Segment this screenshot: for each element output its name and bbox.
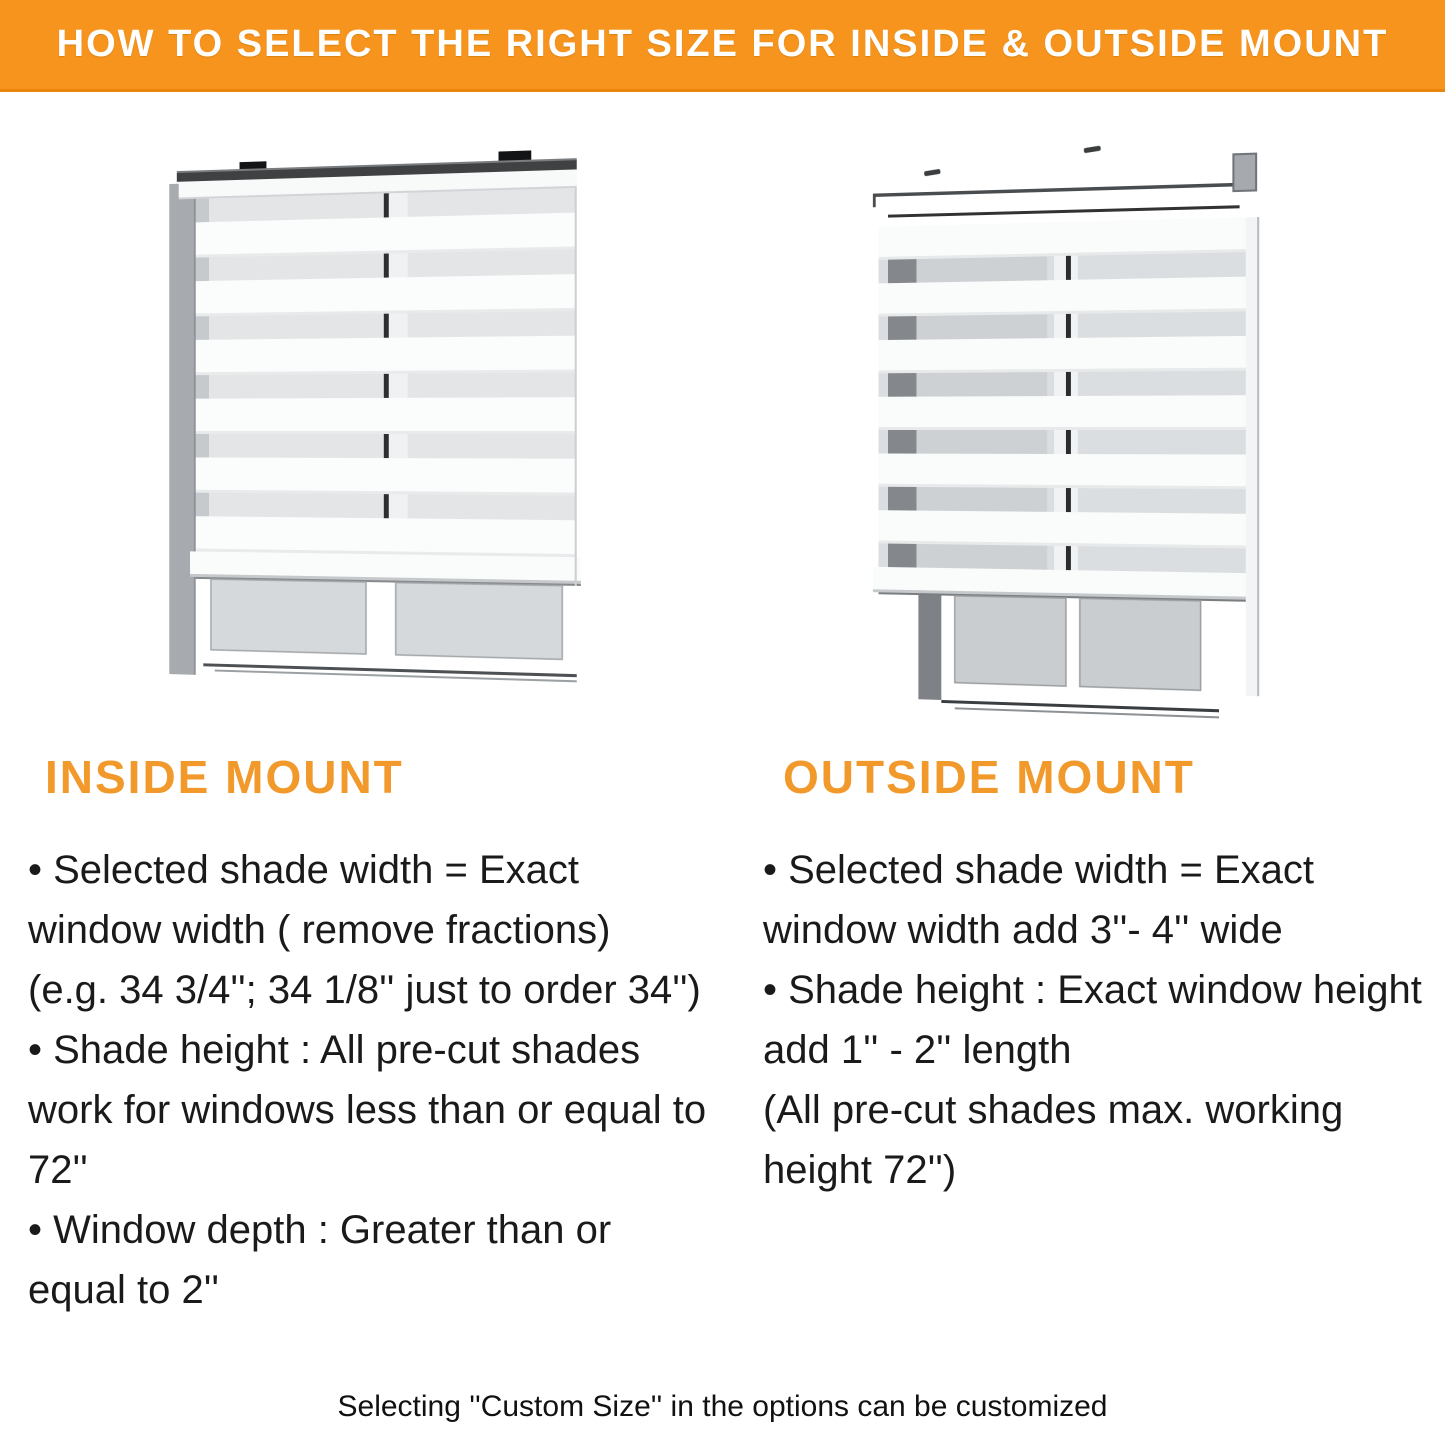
outside-line: add 1'' - 2'' length	[763, 1028, 1072, 1072]
inside-line: 72''	[28, 1148, 88, 1192]
header-banner	[0, 0, 1445, 92]
inside-line: • Window depth : Greater than or	[28, 1208, 612, 1252]
inside-mount-illustration	[150, 148, 580, 713]
banner-title: HOW TO SELECT THE RIGHT SIZE FOR INSIDE & OUTSIDE MOUNT	[56, 23, 1389, 65]
inside-line: (e.g. 34 3/4''; 34 1/8'' just to order 34'')	[28, 968, 701, 1012]
inside-line: • Shade height : All pre-cut shades	[28, 1028, 641, 1072]
inside-line: equal to 2''	[28, 1268, 219, 1312]
outside-line: • Selected shade width = Exact	[763, 848, 1314, 892]
outside-mount-text	[763, 840, 1433, 1200]
inside-line: window width ( remove fractions)	[28, 908, 611, 952]
outside-line: (All pre-cut shades max. working	[763, 1088, 1344, 1132]
outside-line: window width add 3''- 4'' wide	[763, 908, 1283, 952]
custom-size-note: Selecting ''Custom Size'' in the options can be customized	[337, 1390, 1108, 1423]
inside-mount-window-drawing	[158, 140, 583, 720]
inside-mount-heading: INSIDE MOUNT	[45, 751, 404, 803]
outside-mount-window-drawing	[869, 131, 1264, 730]
inside-line: • Selected shade width = Exact	[28, 848, 579, 892]
outside-line: • Shade height : Exact window height	[763, 968, 1422, 1012]
outside-mount-heading: OUTSIDE MOUNT	[783, 751, 1195, 803]
outside-line: height 72'')	[763, 1148, 957, 1192]
inside-mount-text	[28, 840, 728, 1320]
outside-mount-illustration	[862, 138, 1262, 723]
inside-line: work for windows less than or equal to	[28, 1088, 707, 1132]
